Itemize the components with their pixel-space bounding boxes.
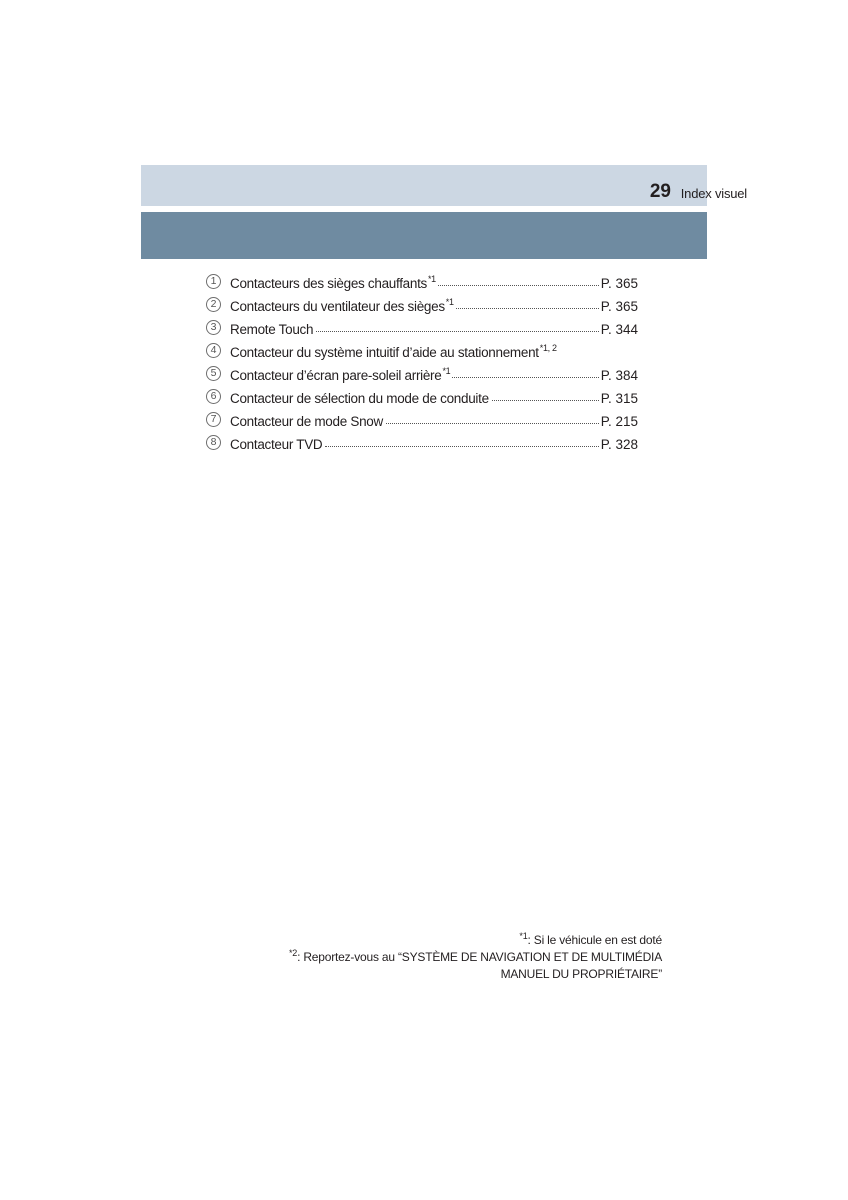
page-reference[interactable]: P. 328 [600, 437, 638, 452]
page-reference[interactable]: P. 365 [600, 276, 638, 291]
list-item [206, 383, 638, 406]
footnote-ref: *1 [442, 366, 451, 376]
footnote-marker: *2 [288, 948, 298, 958]
page-reference[interactable]: P. 344 [600, 322, 638, 337]
footnote-1 [288, 932, 662, 949]
list-item [206, 429, 638, 452]
item-number-badge: 8 [206, 435, 221, 450]
title-band [141, 212, 707, 259]
footnote-ref: *1 [445, 297, 454, 307]
switch-index-list [206, 268, 638, 452]
footnote-marker: *1 [519, 931, 528, 941]
item-label: Contacteurs des sièges chauffants$^{*1}$ [230, 274, 436, 291]
dot-leader [452, 377, 598, 378]
list-item [206, 337, 638, 360]
section-title: Index visuel [680, 186, 747, 201]
list-item [206, 268, 638, 291]
item-label: Contacteur du système intuitif d’aide au stationnement$^{*1, 2}$ [230, 343, 557, 360]
footnote-ref: *1, 2 [539, 343, 557, 353]
page-reference[interactable]: P. 384 [600, 368, 638, 383]
footnote-text: : Reportez-vous au “SYSTÈME DE NAVIGATION ET DE MULTIMÉDIA [297, 950, 662, 964]
dot-leader [456, 308, 599, 309]
page-number: 29 [649, 181, 671, 202]
item-number-badge: 1 [206, 274, 221, 289]
item-number-badge: 2 [206, 297, 221, 312]
list-item [206, 291, 638, 314]
footnotes [288, 932, 662, 982]
item-label: Contacteur TVD [230, 437, 323, 452]
page-reference[interactable]: P. 365 [600, 299, 638, 314]
item-number-badge: 4 [206, 343, 221, 358]
footnote-text: : Si le véhicule en est doté [527, 933, 662, 947]
item-label: Contacteur d’écran pare-soleil arrière$^{*1}$ [230, 366, 451, 383]
item-label: Contacteur de sélection du mode de conduite [230, 391, 489, 406]
item-number-badge: 5 [206, 366, 221, 381]
item-label: Contacteurs du ventilateur des sièges$^{*1}$ [230, 297, 454, 314]
dot-leader [492, 400, 599, 401]
item-label: Remote Touch [230, 322, 314, 337]
footnote-2-continued: MANUEL DU PROPRIÉTAIRE” [500, 967, 662, 981]
page-reference[interactable]: P. 315 [600, 391, 638, 406]
dot-leader [325, 446, 598, 447]
dot-leader [316, 331, 599, 332]
item-number-badge: 6 [206, 389, 221, 404]
list-item [206, 406, 638, 429]
list-item [206, 314, 638, 337]
footnote-2 [288, 949, 662, 966]
footnote-ref: *1 [427, 274, 436, 284]
item-number-badge: 7 [206, 412, 221, 427]
list-item [206, 360, 638, 383]
page-reference[interactable]: P. 215 [600, 414, 638, 429]
header-band [141, 165, 707, 206]
item-label: Contacteur de mode Snow [230, 414, 383, 429]
item-number-badge: 3 [206, 320, 221, 335]
dot-leader [386, 423, 599, 424]
dot-leader [438, 285, 599, 286]
